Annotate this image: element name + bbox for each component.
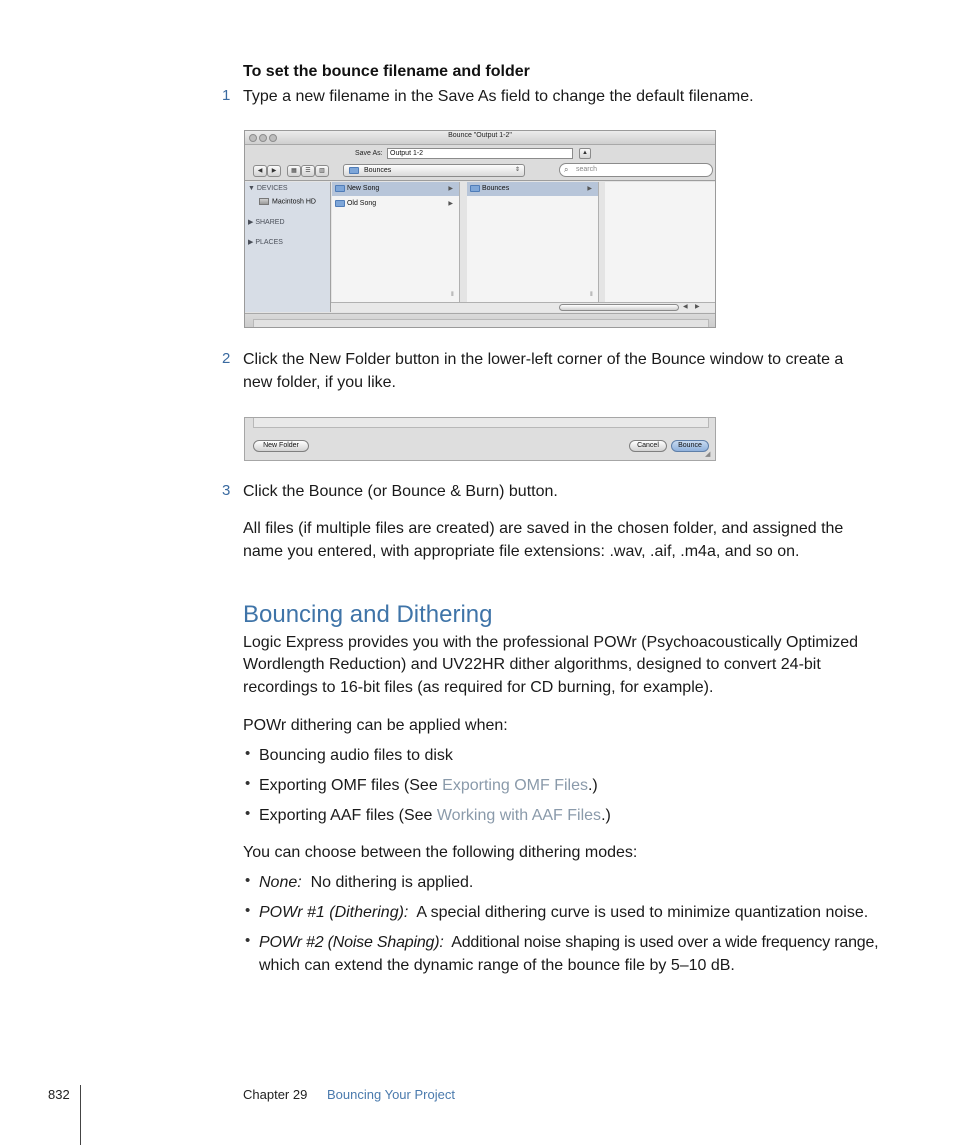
column-resize-handle[interactable]: ⦀ bbox=[590, 292, 593, 298]
browser-column-3 bbox=[605, 182, 716, 302]
popup-arrows-icon: ⇕ bbox=[514, 167, 520, 173]
list-item-text: Exporting OMF files (See bbox=[259, 777, 443, 794]
current-folder-label: Bounces bbox=[364, 167, 392, 174]
browser-column-2 bbox=[467, 182, 599, 302]
browser-column-1 bbox=[332, 182, 460, 302]
result-text-line: name you entered, with appropriate file extensions: .wav, .aif, .m4a, and so on. bbox=[243, 543, 800, 560]
mode-desc: No dithering is applied. bbox=[301, 874, 474, 891]
list-item-label: Old Song bbox=[346, 200, 377, 207]
step-text-line: new folder, if you like. bbox=[243, 374, 396, 391]
save-toolbar bbox=[245, 145, 715, 181]
mode-item bbox=[259, 871, 473, 894]
scroll-right-icon[interactable]: ▶ bbox=[695, 304, 700, 310]
finder-sidebar bbox=[245, 182, 331, 312]
mode-desc: A special dithering curve is used to minimize quantization noise. bbox=[408, 904, 869, 921]
chevron-right-icon: ▶ bbox=[587, 186, 592, 192]
save-as-input[interactable]: Output 1-2 bbox=[387, 148, 573, 159]
column-view-button[interactable]: ▥ bbox=[315, 165, 329, 177]
column-resize-handle[interactable]: ⦀ bbox=[451, 292, 454, 298]
footer-chapter: Chapter 29 bbox=[243, 1087, 308, 1102]
mode-term: None: bbox=[259, 874, 302, 891]
list-item[interactable] bbox=[332, 182, 459, 196]
task-title: To set the bounce filename and folder bbox=[243, 63, 530, 80]
horizontal-scrollbar[interactable] bbox=[331, 302, 716, 312]
window-titlebar bbox=[245, 131, 715, 145]
bullet: • bbox=[245, 745, 251, 762]
dialog-bottom-strip bbox=[245, 313, 715, 328]
modes-intro-text: You can choose between the following dithering modes: bbox=[243, 844, 638, 861]
list-item: Bouncing audio files to disk bbox=[259, 747, 453, 764]
expand-dialog-button[interactable]: ▲ bbox=[579, 148, 591, 159]
list-item bbox=[259, 804, 611, 827]
sidebar-places-header[interactable]: ▶ PLACES bbox=[248, 239, 283, 246]
chevron-right-icon: ▶ bbox=[448, 186, 453, 192]
folder-icon bbox=[335, 185, 345, 192]
list-view-button[interactable]: ☰ bbox=[301, 165, 315, 177]
scroll-left-icon[interactable]: ◀ bbox=[683, 304, 688, 310]
intro-line: recordings to 16-bit files (as required for CD burning, for example). bbox=[243, 679, 714, 696]
footer-chapter-title: Bouncing Your Project bbox=[327, 1087, 455, 1102]
list-item-label: New Song bbox=[346, 185, 380, 192]
list-item[interactable] bbox=[332, 197, 459, 211]
bounce-dialog-screenshot bbox=[244, 130, 716, 328]
sidebar-devices-header[interactable]: ▼ DEVICES bbox=[248, 185, 288, 192]
step-text: Click the Bounce (or Bounce & Burn) button. bbox=[243, 483, 558, 500]
mode-term: POWr #1 (Dithering): bbox=[259, 904, 409, 921]
folder-icon bbox=[470, 185, 480, 192]
footer-divider bbox=[80, 1085, 81, 1145]
result-text-line: All files (if multiple files are created) are saved in the chosen folder, and assigned the bbox=[243, 520, 844, 537]
list-item[interactable] bbox=[467, 182, 598, 196]
intro-line: Wordlength Reduction) and UV22HR dither algorithms, designed to convert 24-bit bbox=[243, 656, 821, 673]
list-item bbox=[259, 774, 598, 797]
intro-line: Logic Express provides you with the professional POWr (Psychoacoustically Optimized bbox=[243, 634, 859, 651]
resize-grip-icon[interactable]: ◢ bbox=[705, 451, 711, 458]
search-placeholder: search bbox=[576, 166, 598, 173]
sidebar-item-label: Macintosh HD bbox=[272, 198, 316, 206]
list-item-label: Bounces bbox=[481, 185, 510, 192]
bullet: • bbox=[245, 932, 251, 949]
step-number: 2 bbox=[222, 350, 231, 367]
list-item-text: Exporting AAF files (See bbox=[259, 807, 437, 824]
mode-item bbox=[259, 931, 878, 954]
aaf-files-link[interactable]: Working with AAF Files bbox=[436, 807, 602, 824]
step-number: 1 bbox=[222, 87, 231, 104]
step-number: 3 bbox=[222, 482, 231, 499]
folder-popup[interactable] bbox=[343, 164, 525, 177]
mode-desc: Additional noise shaping is used over a wide frequency range, bbox=[443, 934, 879, 951]
bullet: • bbox=[245, 775, 251, 792]
window-title: Bounce "Output 1-2" bbox=[448, 132, 512, 139]
page-number: 832 bbox=[48, 1087, 70, 1102]
search-icon: ⌕ bbox=[564, 165, 569, 174]
powr-when-text: POWr dithering can be applied when: bbox=[243, 717, 508, 734]
bounce-bottom-bar-screenshot bbox=[244, 417, 716, 461]
sidebar-item-macintosh-hd[interactable] bbox=[259, 198, 316, 205]
mode-term: POWr #2 (Noise Shaping): bbox=[259, 934, 444, 951]
forward-button[interactable]: ▶ bbox=[267, 165, 281, 177]
chevron-right-icon: ▶ bbox=[448, 201, 453, 207]
options-panel-edge bbox=[253, 418, 709, 428]
mode-item bbox=[259, 901, 868, 924]
cancel-button[interactable]: Cancel bbox=[629, 440, 667, 452]
folder-icon bbox=[349, 167, 359, 174]
section-title: Bouncing and Dithering bbox=[243, 601, 493, 628]
back-button[interactable]: ◀ bbox=[253, 165, 267, 177]
list-item-text: .) bbox=[587, 777, 598, 794]
sidebar-shared-header[interactable]: ▶ SHARED bbox=[248, 219, 285, 226]
mode-desc-line: which can extend the dynamic range of the bounce file by 5–10 dB. bbox=[259, 957, 735, 974]
search-input[interactable] bbox=[559, 163, 713, 177]
new-folder-button[interactable]: New Folder bbox=[253, 440, 309, 452]
bullet: • bbox=[245, 902, 251, 919]
save-as-label: Save As: bbox=[355, 150, 383, 157]
icon-view-button[interactable]: ▦ bbox=[287, 165, 301, 177]
folder-icon bbox=[335, 200, 345, 207]
step-text: Type a new filename in the Save As field to change the default filename. bbox=[243, 88, 754, 105]
exporting-omf-link[interactable]: Exporting OMF Files bbox=[442, 777, 588, 794]
bounce-button[interactable]: Bounce bbox=[671, 440, 709, 452]
list-item-text: .) bbox=[601, 807, 611, 824]
options-panel-edge bbox=[253, 319, 709, 328]
step-text-line: Click the New Folder button in the lower-left corner of the Bounce window to create a bbox=[243, 351, 844, 368]
bullet: • bbox=[245, 872, 251, 889]
scrollbar-thumb[interactable] bbox=[559, 304, 679, 311]
hard-drive-icon bbox=[259, 198, 269, 205]
bullet: • bbox=[245, 805, 251, 822]
